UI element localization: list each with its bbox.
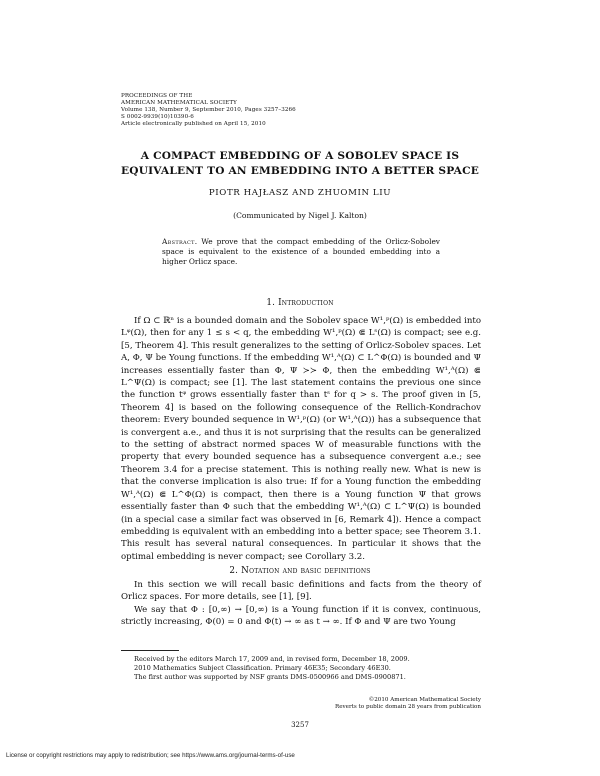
title-line-2: EQUIVALENT TO AN EMBEDDING INTO A BETTER SPACE — [121, 165, 479, 177]
section-1-body — [121, 315, 481, 563]
footnotes — [121, 655, 481, 682]
footnote-msc: 2010 Mathematics Subject Classification. Primary 46E35; Secondary 46E30. — [134, 664, 391, 672]
title-line-1: A COMPACT EMBEDDING OF A SOBOLEV SPACE IS — [140, 150, 460, 162]
society-name: AMERICAN MATHEMATICAL SOCIETY — [121, 99, 237, 106]
page-number: 3257 — [291, 721, 309, 729]
section-1-heading — [100, 298, 500, 308]
section-2-title: Notation and basic definitions — [241, 566, 371, 576]
footnote-received: Received by the editors March 17, 2009 and, in revised form, December 18, 2009. — [134, 655, 410, 663]
abstract-text: We prove that the compact embedding of the Orlicz-Sobolev space is equivalent to the existence of a bounded embedding into a higher Orlicz space. — [162, 237, 440, 266]
copyright-notice — [300, 697, 481, 711]
authors: PIOTR HAJŁASZ AND ZHUOMIN LIU — [208, 188, 392, 198]
volume-info: Volume 138, Number 9, September 2010, Pages 3257–3266 — [121, 106, 296, 113]
section-2-number: 2. — [229, 566, 239, 576]
section-2-paragraph-1: In this section we will recall basic definitions and facts from the theory of Orlicz spaces. For more details, see [1], [9]. — [121, 580, 481, 603]
journal-name: PROCEEDINGS OF THE — [121, 93, 193, 99]
publication-date: Article electronically published on April 15, 2010 — [121, 120, 266, 127]
footnote-support: The first author was supported by NSF grants DMS-0500966 and DMS-0900871. — [134, 673, 406, 681]
section-1-paragraph: If Ω ⊂ ℝⁿ is a bounded domain and the Sobolev space W¹,ᵖ(Ω) is embedded into Lᵠ(Ω), then for any 1 ≤ s < q, the embedding W¹,ᵖ(Ω) ⋐ Lˢ(Ω) is compact; see e.g. [5, Theorem 4]. This result generalizes to the setting of Orlicz-Sobolev spaces. Let A, Φ, Ψ be Young functions. If the embedding W¹,ᴬ(Ω) ⊂ L^Φ(Ω) is bounded and Ψ increases essentially faster than Φ, Ψ ≻≻ Φ, then the embedding W¹,ᴬ(Ω) ⋐ L^Ψ(Ω) is compact; see [1]. The last statement contains the previous one since the function tᵠ grows essentially faster than tˢ for q > s. The proof given in [5, Theorem 4] is based on the following consequence of the Rellich-Kondrachov theorem: Every bounded sequence in W¹,ᵖ(Ω) (or W¹,ᴬ(Ω)) has a subsequence that is convergent a.e., and thus it is not surprising that the results can be generalized to the setting of abstract normed spaces W of measurable functions with the property that every bounded sequence has a subsequence convergent a.e.; see Theorem 3.4 for a precise statement. This is nothing really new. What is new is that the converse implication is also true: If for a Young function the embedding W¹,ᴬ(Ω) ⋐ L^Φ(Ω) is compact, then there is a Young function Ψ that grows essentially faster than Φ such that the embedding W¹,ᴬ(Ω) ⊂ L^Ψ(Ω) is bounded (in a special case a similar fact was observed in [6, Remark 4]). Hence a compact embedding is equivalent with an embedding into a better space; see Theorem 3.1. This result has several natural consequences. In particular it shows that the optimal embedding is never compact; see Corollary 3.2. — [121, 316, 481, 562]
section-1-number: 1. — [266, 298, 276, 308]
journal-header — [121, 93, 296, 128]
footnote-rule — [121, 650, 179, 651]
section-2-paragraph-2: We say that Φ : [0,∞) → [0,∞) is a Young function if it is convex, continuous, strictly increasing, Φ(0) = 0 and Φ(t) → ∞ as t → ∞. If Φ and Ψ are two Young — [121, 604, 481, 628]
section-2-heading — [100, 566, 500, 576]
issn-info: S 0002-9939(10)10390-6 — [121, 113, 194, 120]
section-2-body — [121, 579, 481, 629]
communicated-by: (Communicated by Nigel J. Kalton) — [233, 211, 367, 220]
license-notice: License or copyright restrictions may apply to redistribution; see https://www.ams.org/journal-terms-of-use — [6, 752, 295, 759]
copyright-line-1: ©2010 American Mathematical Society — [368, 697, 481, 703]
section-1-title: Introduction — [278, 298, 334, 308]
abstract — [162, 237, 440, 267]
abstract-label: Abstract. — [162, 237, 198, 246]
paper-title — [100, 149, 500, 179]
copyright-line-2: Reverts to public domain 28 years from publication — [334, 704, 481, 711]
